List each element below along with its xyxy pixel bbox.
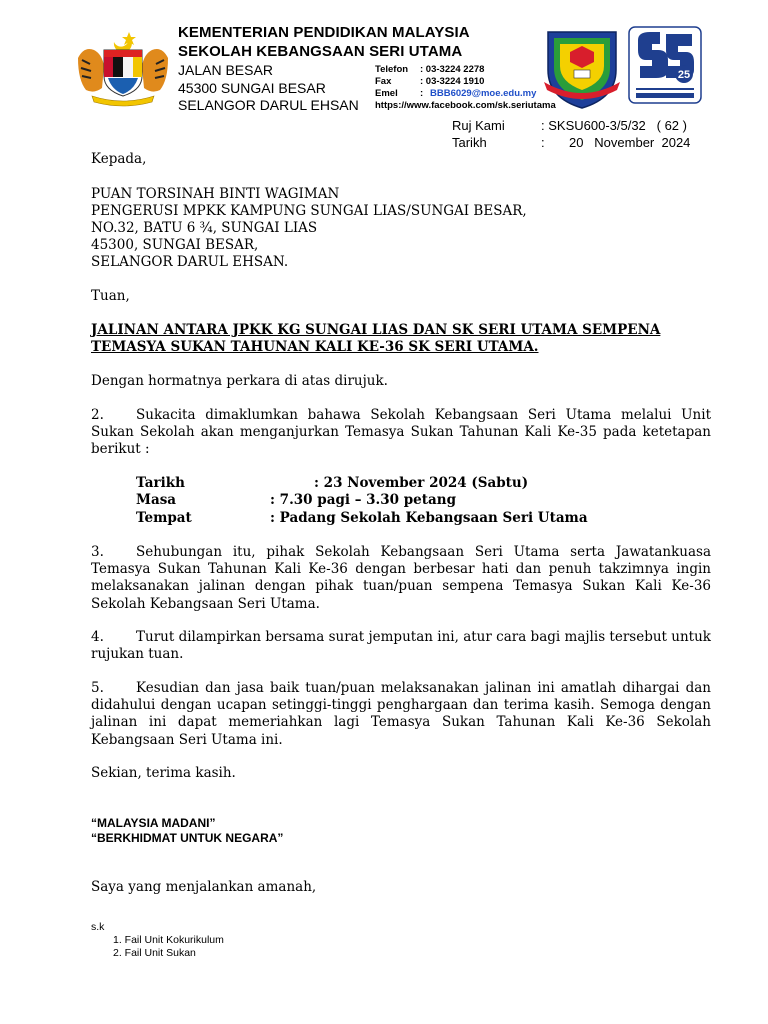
recipient-name: PUAN TORSINAH BINTI WAGIMAN: [91, 186, 340, 202]
tarikh-value: 20 November 2024: [569, 135, 691, 150]
fax-value: : 03-3224 1910: [420, 76, 485, 87]
ministry-name: KEMENTERIAN PENDIDIKAN MALAYSIA: [178, 24, 470, 41]
recipient-address-2: 45300, SUNGAI BESAR,: [91, 237, 259, 253]
tarikh-sep: :: [541, 135, 545, 150]
ruj-kami-label: Ruj Kami: [452, 118, 505, 133]
motto-line-2: “BERKHIDMAT UNTUK NEGARA”: [91, 831, 284, 845]
ruj-kami-value: : SKSU600-3/5/32 ( 62 ): [541, 118, 687, 133]
telefon-value: : 03-3224 2278: [420, 64, 485, 75]
event-tarikh-label: Tarikh: [136, 475, 185, 491]
p4-text: Turut dilampirkan bersama surat jemputan ini, atur cara bagi majlis tersebut untuk rujukan tuan.: [91, 629, 711, 663]
p5-number: 5.: [91, 680, 104, 696]
event-masa-label: Masa: [136, 492, 177, 508]
sk-label: s.k: [91, 921, 105, 933]
kepada-label: Kepada,: [91, 151, 147, 167]
tarikh-label: Tarikh: [452, 135, 487, 150]
telefon-label: Telefon: [375, 64, 409, 75]
letter-subject: JALINAN ANTARA JPKK KG SUNGAI LIAS DAN SK SERI UTAMA SEMPENA TEMASYA SUKAN TAHUNAN KALI KE-36 SK SERI UTAMA.: [91, 322, 661, 355]
paragraph-5: [91, 680, 711, 749]
school-name: SEKOLAH KEBANGSAAN SERI UTAMA: [178, 43, 463, 60]
paragraph-4: [91, 629, 711, 663]
p3-number: 3.: [91, 544, 104, 560]
address-line-3: SELANGOR DARUL EHSAN: [178, 97, 359, 113]
facebook-link[interactable]: https://www.facebook.com/sk.seriutama: [375, 100, 556, 111]
email-link[interactable]: BBB6029@moe.edu.my: [430, 88, 537, 99]
motto-line-1: “MALAYSIA MADANI”: [91, 816, 216, 830]
coat-of-arms-logo: [72, 28, 174, 108]
p2-number: 2.: [91, 407, 104, 423]
fax-label: Fax: [375, 76, 392, 87]
emel-label: Emel: [375, 88, 398, 99]
event-tempat-value: : Padang Sekolah Kebangsaan Seri Utama: [270, 510, 588, 526]
address-line-2: 45300 SUNGAI BESAR: [178, 80, 326, 96]
recipient-title: PENGERUSI MPKK KAMPUNG SUNGAI LIAS/SUNGAI BESAR,: [91, 203, 527, 219]
recipient-address-1: NO.32, BATU 6 ¾, SUNGAI LIAS: [91, 220, 318, 236]
p2-text: Sukacita dimaklumkan bahawa Sekolah Kebangsaan Seri Utama melalui Unit Sukan Sekolah akan menganjurkan Temasya Sukan Tahunan Kali Ke-35 pada ketetapan berikut :: [91, 407, 711, 458]
emel-sep: :: [420, 88, 424, 99]
p3-text: Sehubungan itu, pihak Sekolah Kebangsaan Seri Utama serta Jawatankuasa Temasya Sukan Tahunan Kali Ke-36 dengan berbesar hati dan penuh takzimnya ingin melaksanakan jalinan dengan pihak tuan/puan sempena Temasya Sukan Kali Ke-36 Sekolah Kebangsaan Seri Utama.: [91, 544, 711, 612]
salutation: Tuan,: [91, 288, 130, 304]
closing-line: Sekian, terima kasih.: [91, 765, 236, 781]
event-masa-value: : 7.30 pagi – 3.30 petang: [270, 492, 457, 508]
signoff-line: Saya yang menjalankan amanah,: [91, 879, 317, 895]
svg-text:25: 25: [677, 69, 691, 81]
event-tarikh-value: : 23 November 2024 (Sabtu): [314, 475, 529, 491]
recipient-address-3: SELANGOR DARUL EHSAN.: [91, 254, 289, 270]
paragraph-3: [91, 544, 711, 613]
p4-number: 4.: [91, 629, 104, 645]
ss25-logo: [628, 26, 702, 104]
paragraph-2: [91, 407, 711, 459]
sk-item-1: 1. Fail Unit Kokurikulum: [113, 934, 224, 946]
event-tempat-label: Tempat: [136, 510, 192, 526]
sk-item-2: 2. Fail Unit Sukan: [113, 947, 196, 959]
opening-line: Dengan hormatnya perkara di atas dirujuk.: [91, 373, 388, 389]
p5-text: Kesudian dan jasa baik tuan/puan melaksanakan jalinan ini amatlah dihargai dan didahului dengan ucapan setinggi-tinggi penghargaan dan terima kasih. Semoga dengan jalinan ini dapat memeriahkan lagi Temasya Sukan Tahunan Kali Ke-36 Sekolah Kebangsaan Seri Utama ini.: [91, 680, 711, 748]
address-line-1: JALAN BESAR: [178, 62, 273, 78]
